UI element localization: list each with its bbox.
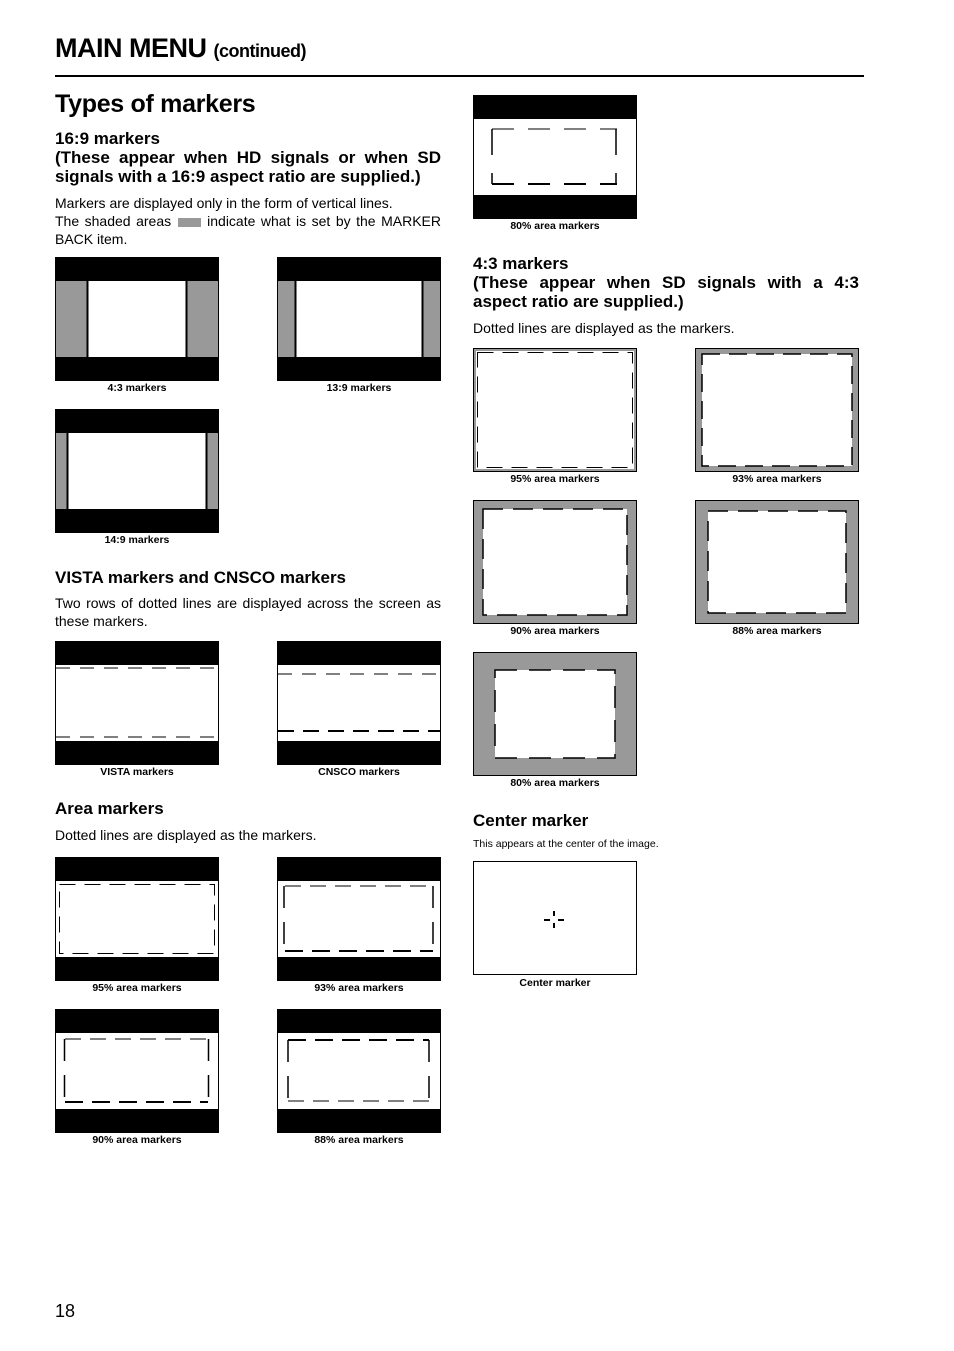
section-43-text: Dotted lines are displayed as the markers. bbox=[473, 320, 735, 336]
page-title: Types of markers bbox=[55, 90, 256, 118]
caption-cnsco-markers: CNSCO markers bbox=[318, 766, 400, 778]
figure-area-93 bbox=[277, 857, 441, 981]
figure-43-area-80 bbox=[473, 652, 637, 776]
caption-43-area-95: 95% area markers bbox=[510, 473, 600, 485]
caption-149-markers: 14:9 markers bbox=[104, 534, 170, 546]
figure-43-area-90 bbox=[473, 500, 637, 624]
section-169-para-1: Markers are displayed only in the form of vertical lines. bbox=[55, 195, 393, 211]
area-heading: Area markers bbox=[55, 799, 164, 818]
section-43-heading bbox=[473, 254, 859, 311]
section-169-heading bbox=[55, 129, 441, 186]
center-heading: Center marker bbox=[473, 811, 589, 830]
shaded-area-swatch bbox=[178, 218, 201, 227]
header-main-title: MAIN MENU bbox=[55, 33, 207, 63]
caption-43-area-80: 80% area markers bbox=[510, 777, 600, 789]
caption-center-marker: Center marker bbox=[519, 977, 591, 989]
figure-area-80 bbox=[473, 95, 637, 219]
figure-43-area-95 bbox=[473, 348, 637, 472]
caption-area-80: 80% area markers bbox=[510, 220, 600, 232]
caption-area-95: 95% area markers bbox=[92, 982, 182, 994]
vista-text: Two rows of dotted lines are displayed across the screen as these markers. bbox=[55, 595, 441, 629]
section-169-heading-1: 16:9 markers bbox=[55, 129, 160, 148]
figure-149-markers bbox=[55, 409, 219, 533]
header-divider bbox=[55, 75, 864, 77]
area-text: Dotted lines are displayed as the markers. bbox=[55, 827, 317, 843]
caption-area-93: 93% area markers bbox=[314, 982, 404, 994]
caption-43-area-88: 88% area markers bbox=[732, 625, 822, 637]
figure-cnsco-markers bbox=[277, 641, 441, 765]
center-text: This appears at the center of the image. bbox=[473, 838, 659, 850]
figure-area-88 bbox=[277, 1009, 441, 1133]
page-number: 18 bbox=[55, 1301, 76, 1321]
section-169-text bbox=[55, 194, 441, 248]
figure-center-marker bbox=[473, 861, 637, 975]
caption-area-88: 88% area markers bbox=[314, 1134, 404, 1146]
vista-heading: VISTA markers and CNSCO markers bbox=[55, 568, 347, 587]
caption-43-markers: 4:3 markers bbox=[107, 382, 167, 394]
section-169-para-2b: indicate what is set by the MARKER BACK item. bbox=[55, 213, 441, 247]
figure-139-markers bbox=[277, 257, 441, 381]
caption-139-markers: 13:9 markers bbox=[326, 382, 392, 394]
section-169-para-2 bbox=[55, 212, 441, 248]
section-169-para-2a: The shaded areas bbox=[55, 213, 172, 229]
section-169-heading-2: (These appear when HD signals or when SD signals with a 16:9 aspect ratio are supplied.) bbox=[55, 148, 441, 186]
header-subtitle: (continued) bbox=[213, 41, 306, 61]
section-43-heading-2: (These appear when SD signals with a 4:3 aspect ratio are supplied.) bbox=[473, 273, 859, 311]
figure-area-95 bbox=[55, 857, 219, 981]
caption-43-area-93: 93% area markers bbox=[732, 473, 822, 485]
figure-vista-markers bbox=[55, 641, 219, 765]
figure-43-markers bbox=[55, 257, 219, 381]
section-43-heading-1: 4:3 markers bbox=[473, 254, 569, 273]
figure-43-area-88 bbox=[695, 500, 859, 624]
caption-area-90: 90% area markers bbox=[92, 1134, 182, 1146]
caption-43-area-90: 90% area markers bbox=[510, 625, 600, 637]
figure-43-area-93 bbox=[695, 348, 859, 472]
caption-vista-markers: VISTA markers bbox=[100, 766, 174, 778]
header-title bbox=[55, 33, 306, 64]
figure-area-90 bbox=[55, 1009, 219, 1133]
